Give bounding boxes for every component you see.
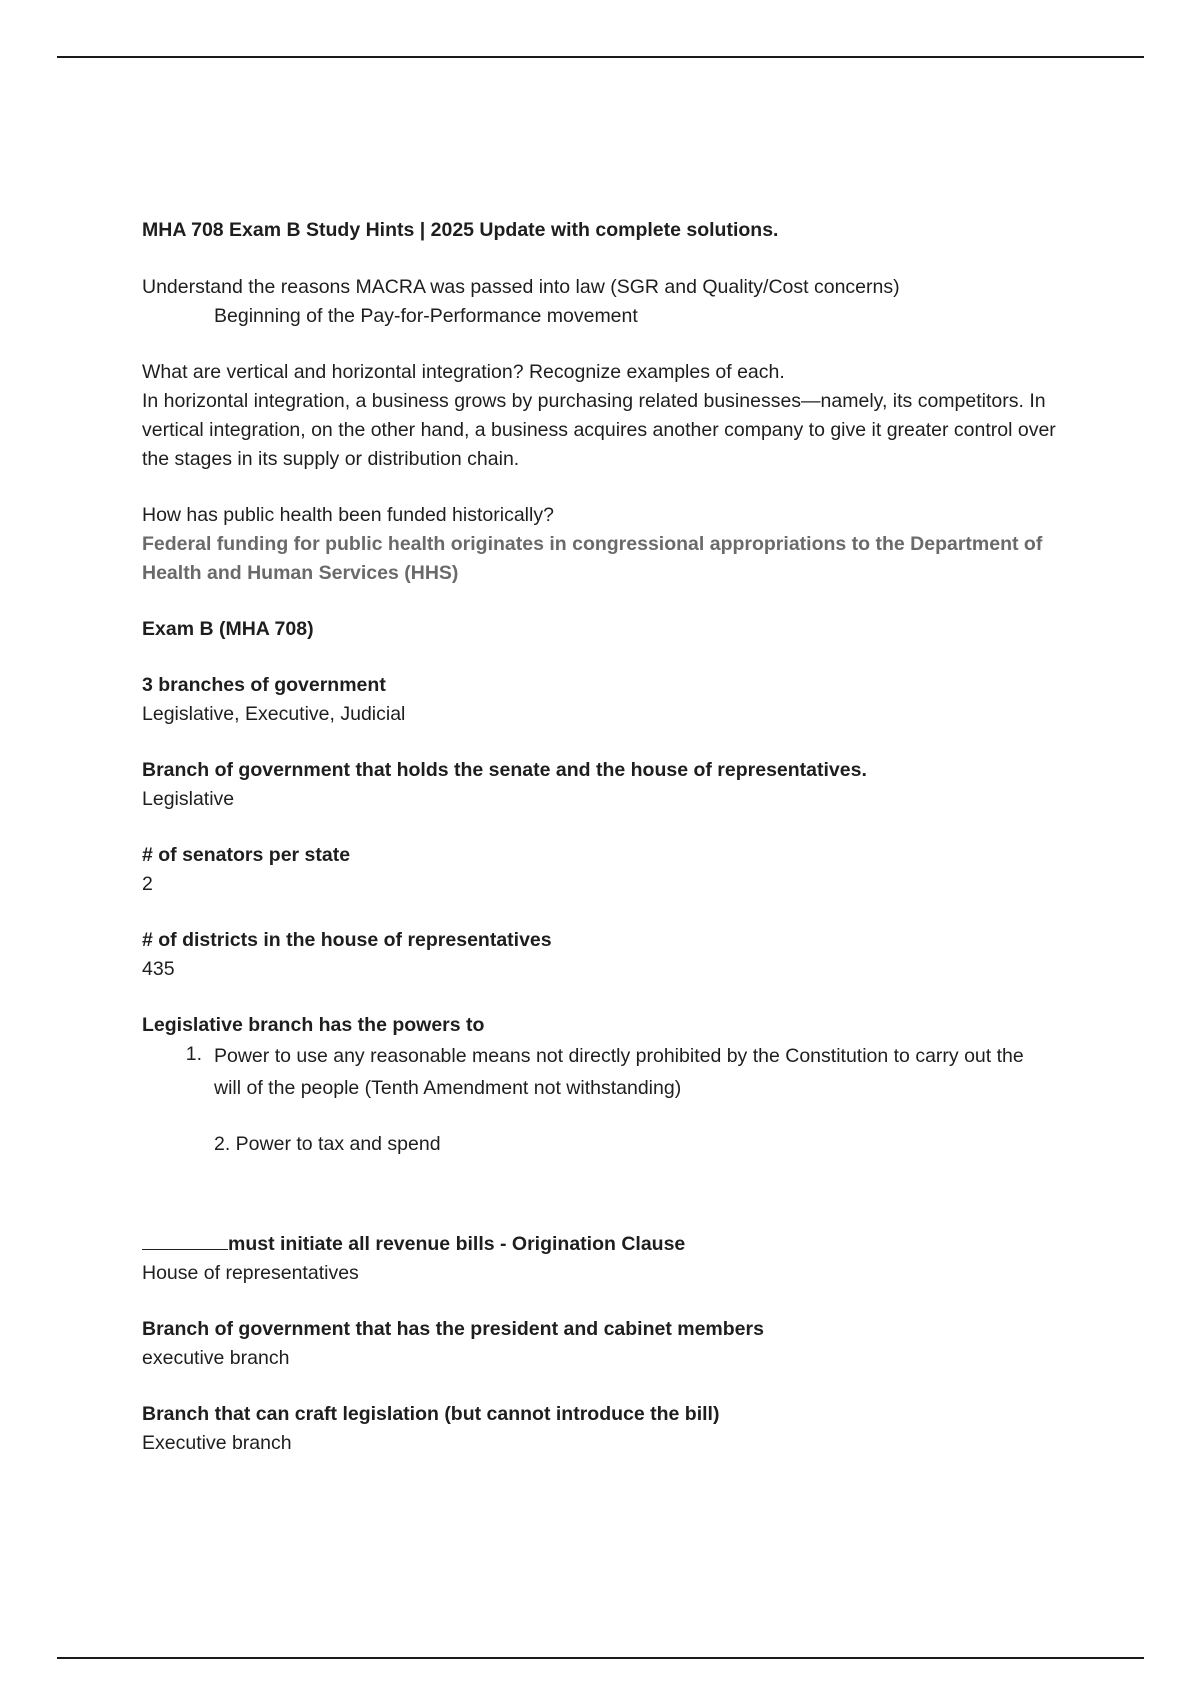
qa-item: [142, 756, 1072, 814]
qa-item: [142, 841, 1072, 899]
qa-item: [142, 1400, 1072, 1458]
integration-block: [142, 358, 1072, 474]
origination-answer: House of representatives: [142, 1262, 359, 1284]
qa-item: [142, 1315, 1072, 1373]
qa-question: # of districts in the house of representatives: [142, 929, 552, 951]
qa-question: Branch that can craft legislation (but cannot introduce the bill): [142, 1403, 720, 1425]
integration-answer: In horizontal integration, a business grows by purchasing related businesses—namely, its competitors. In vertical integration, on the other hand, a business acquires another company to give it greater control over the stages in its supply or distribution chain.: [142, 390, 1056, 470]
qa-item: [142, 671, 1072, 729]
origination-block: [142, 1230, 1072, 1288]
top-rule: [57, 56, 1144, 58]
qa-answer: executive branch: [142, 1347, 290, 1369]
macra-block: [142, 273, 1072, 331]
qa-answer: Executive branch: [142, 1432, 292, 1454]
qa-answer: Legislative, Executive, Judicial: [142, 703, 406, 725]
list-number: 1.: [185, 1043, 202, 1065]
qa-question: # of senators per state: [142, 844, 351, 866]
powers-item-2: 2. Power to tax and spend: [214, 1133, 441, 1155]
funding-answer: Federal funding for public health originates in congressional appropriations to the Department of Health and Human Services (HHS): [142, 533, 1043, 584]
powers-list: [142, 1040, 1072, 1104]
macra-subline: Beginning of the Pay-for-Performance movement: [214, 305, 638, 327]
powers-question: Legislative branch has the powers to: [142, 1014, 485, 1036]
funding-question: How has public health been funded historically?: [142, 504, 554, 526]
spacer: [142, 1186, 1072, 1230]
funding-block: [142, 501, 1072, 588]
list-text: Power to use any reasonable means not directly prohibited by the Constitution to carry out the will of the people (Tenth Amendment not withstanding): [214, 1045, 1024, 1099]
section-heading: Exam B (MHA 708): [142, 618, 314, 640]
origination-question: [142, 1230, 1072, 1259]
qa-answer: Legislative: [142, 788, 235, 810]
qa-question: 3 branches of government: [142, 674, 386, 696]
qa-answer: 2: [142, 873, 153, 895]
qa-item: [142, 926, 1072, 984]
document-title: MHA 708 Exam B Study Hints | 2025 Update with complete solutions.: [142, 219, 779, 241]
qa-question: Branch of government that has the president and cabinet members: [142, 1318, 764, 1340]
bottom-rule: [57, 1657, 1144, 1659]
powers-block: [142, 1011, 1072, 1159]
qa-question: Branch of government that holds the senate and the house of representatives.: [142, 759, 867, 781]
qa-answer: 435: [142, 958, 175, 980]
integration-question: What are vertical and horizontal integration? Recognize examples of each.: [142, 361, 785, 383]
fill-in-blank: [142, 1231, 228, 1250]
macra-line: Understand the reasons MACRA was passed into law (SGR and Quality/Cost concerns): [142, 276, 900, 298]
powers-list-item: [142, 1040, 1072, 1104]
document-body: [142, 216, 1072, 1485]
origination-question-text: must initiate all revenue bills - Origination Clause: [228, 1233, 686, 1255]
